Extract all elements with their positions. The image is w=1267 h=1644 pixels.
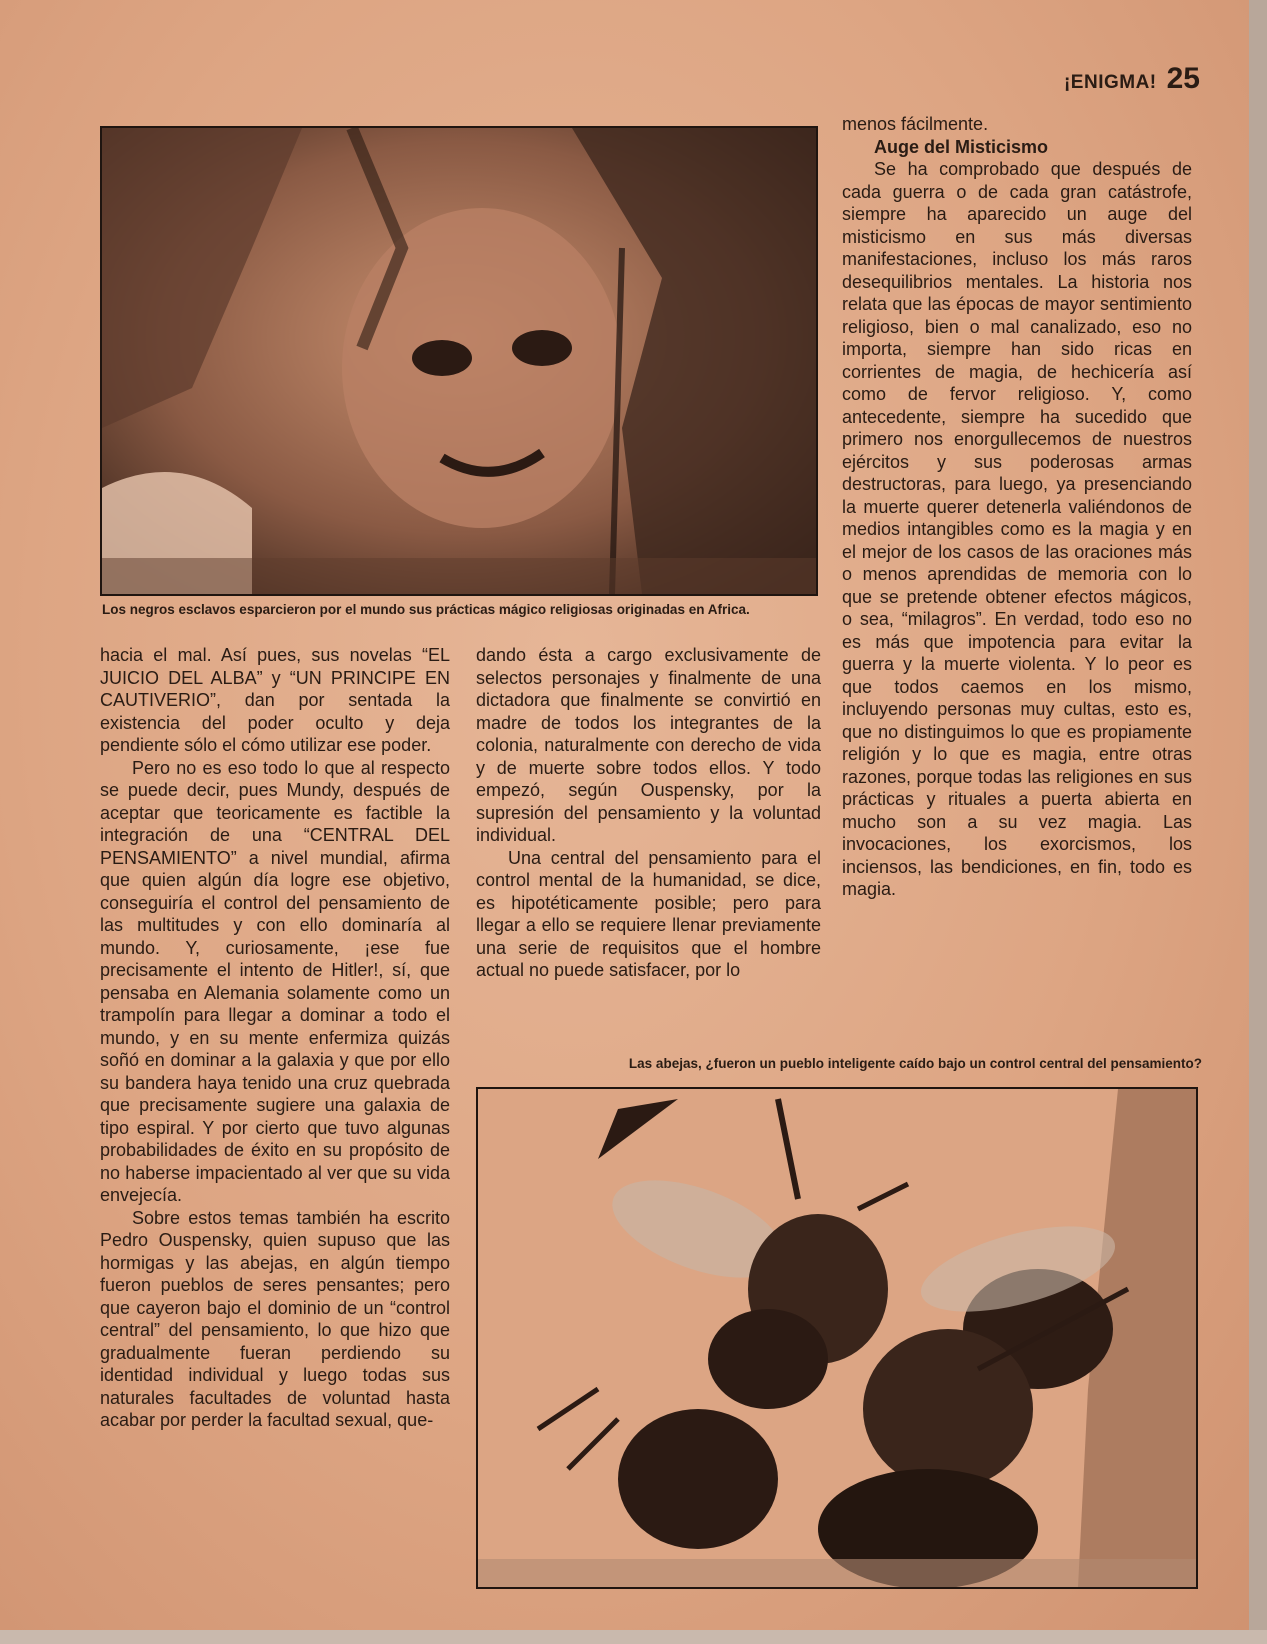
ritual-photo-image [102, 128, 816, 594]
text-column-2 [476, 644, 821, 982]
page-number: 25 [1166, 62, 1200, 95]
section-heading: Auge del Misticismo [874, 136, 1049, 157]
ritual-photo [100, 126, 818, 596]
col1-paragraph-2: Pero no es eso todo lo que al respecto se puede decir, pues Mundy, después de aceptar que teoricamente es factible la integración de una “CENTRAL DEL PENSAMIENTO” a nivel mundial, afirma que quien algún día logre ese objetivo, conseguiría el control del pensamiento de las multitudes y con ello dominaría al mundo. Y, curiosamente, ¡ese fue precisamente el intento de Hitler!, sí, que pensaba en Alemania solamente como un trampolín para llegar a dominar a todo el mundo, y en su mente enfermiza quizás soñó en dominar a la galaxia y que por ello su bandera haya tenido una cruz quebrada que precisamente sugiere una galaxia de tipo espiral. Y por cierto que tuvo algunas probabilidades de éxito en su propósito de no haberse impacientado al ver que su vida envejecía. [100, 757, 450, 1205]
bees-photo [476, 1087, 1198, 1589]
col3-paragraph-1: Se ha comprobado que después de cada guerra o de cada gran catástrofe, siempre ha aparecido un auge del misticismo en sus más diversas manifestaciones, incluso los más raros desequilibrios mentales. La historia nos relata que las épocas de mayor sentimiento religioso, bien o mal canalizado, eso no importa, siempre han sido ricas en corrientes de magia, de hechicería así como de fervor religioso. Y, como antecedente, siempre ha sucedido que primero nos enorgullecemos de nuestros ejércitos y sus poderosas armas destructoras, para luego, ya presenciando la muerte querer detenerla valiéndonos de medios intangibles como es la magia y en el mejor de los casos de las oraciones más o menos aprendidas de memoria con lo que se pretende obtener efectos mágicos, o sea, “milagros”. En verdad, todo eso no es más que impotencia para evitar la guerra y la muerte violenta. Y lo peor es que todos caemos en los mismo, incluyendo personas muy cultas, esto es, que no distinguimos lo que es propiamente religión y lo que es magia, entre otras razones, porque todas las religiones en sus prácticas y rituales a puerta abierta en mucho son a su vez magia. Las invocaciones, los exorcismos, los inciensos, las bendiciones, en fin, todo es magia. [842, 159, 1192, 899]
col1-paragraph-1: hacia el mal. Así pues, sus novelas “EL JUICIO DEL ALBA” y “UN PRINCIPE EN CAUTIVERIO”, dan por sentada la existencia del poder oculto y deja pendiente sólo el cómo utilizar ese poder. [100, 645, 450, 755]
col3-paragraph-0: menos fácilmente. [842, 114, 989, 134]
col1-paragraph-3: Sobre estos temas también ha escrito Pedro Ouspensky, quien supuso que las hormigas y las abejas, en algún tiempo fueron pueblos de seres pensantes; pero que cayeron bajo el dominio de un “control central” del pensamiento, lo que hizo que gradualmente fueran perdiendo su identidad individual y luego todas sus naturales facultades de voluntad hasta acabar por perder la facultad sexual, que- [100, 1207, 450, 1430]
col2-paragraph-1: dando ésta a cargo exclusivamente de selectos personajes y finalmente de una dictadora que finalmente se convirtió en madre de todos los integrantes de la colonia, naturalmente con derecho de vida y de muerte sobre todos ellos. Y todo empezó, según Ouspensky, por la supresión del pensamiento y la voluntad individual. [476, 645, 821, 845]
bees-photo-caption: Las abejas, ¿fueron un pueblo inteligente caído bajo un control central del pensamiento? [628, 1056, 1202, 1071]
text-column-1 [100, 644, 450, 1432]
page-header [1020, 62, 1200, 102]
bees-photo-image [478, 1089, 1196, 1587]
text-column-3 [842, 113, 1192, 901]
page-edge-bottom [0, 1630, 1267, 1644]
magazine-name: ¡ENIGMA! [1063, 72, 1157, 93]
page-edge-right [1249, 0, 1267, 1644]
col2-paragraph-2: Una central del pensamiento para el control mental de la humanidad, se dice, es hipotéticamente posible; pero para llegar a ello se requiere llenar previamente una serie de requisitos que el hombre actual no puede satisfacer, por lo [476, 847, 821, 980]
ritual-photo-caption: Los negros esclavos esparcieron por el mundo sus prácticas mágico religiosas originadas en Africa. [102, 602, 750, 617]
